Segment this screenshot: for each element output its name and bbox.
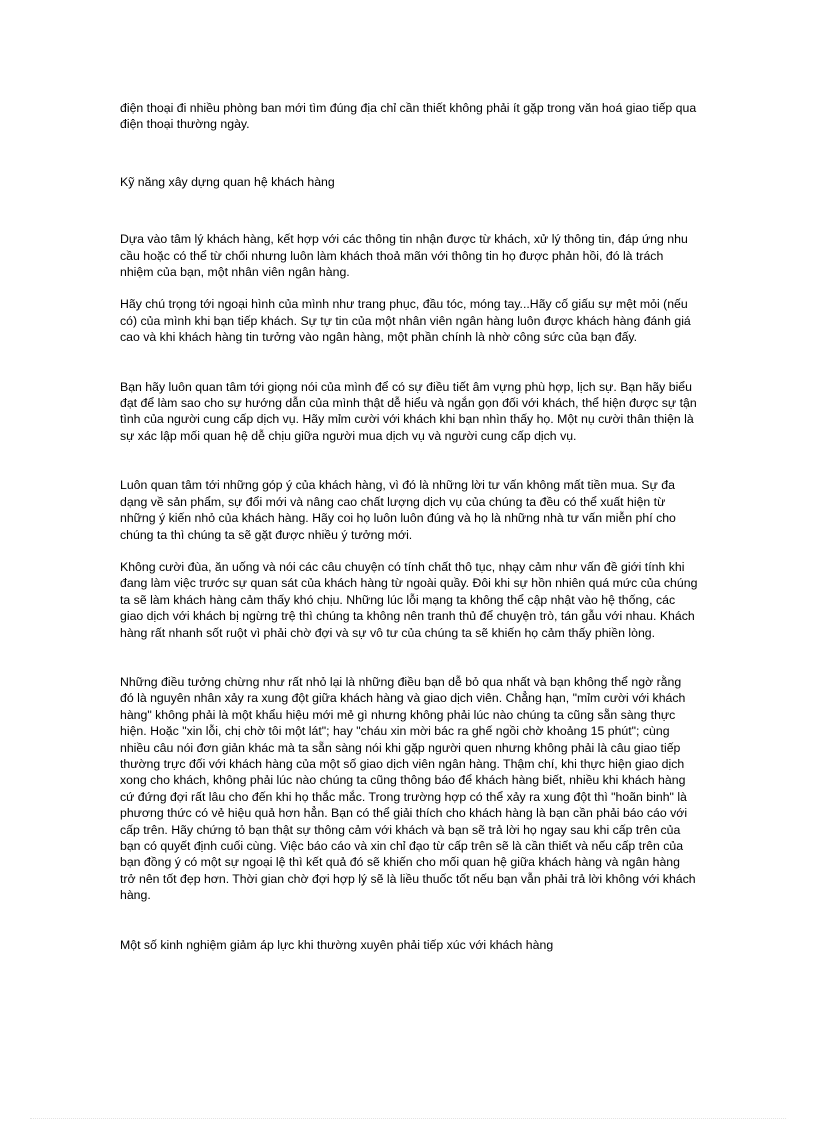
document-body — [120, 100, 698, 953]
paragraph-customer-psychology: Dựa vào tâm lý khách hàng, kết hợp với các thông tin nhận được từ khách, xử lý thông tin, đáp ứng nhu cầu hoặc có thể từ chối nhưng luôn làm khách thoả mãn với thông tin họ được phản hồi, đó là trách nhiệm của bạn, một nhân viên ngân hàng. — [120, 232, 688, 280]
paragraph-feedback: Luôn quan tâm tới những góp ý của khách hàng, vì đó là những lời tư vấn không mất tiền mua. Sự đa dạng về sản phẩm, sự đổi mới và nâng cao chất lượng dịch vụ của chúng ta đều có thể xuất hiện từ những ý kiến nhỏ của khách hàng. Hãy coi họ luôn luôn đúng và họ là những nhà tư vấn miễn phí cho chúng ta thì chúng ta sẽ gặt được nhiều ý tưởng mới. — [120, 478, 676, 542]
paragraph-appearance: Hãy chú trọng tới ngoại hình của mình như trang phục, đầu tóc, móng tay...Hãy cố giấu sự mệt mỏi (nếu có) của mình khi bạn tiếp khách. Sự tự tin của một nhân viên ngân hàng luôn được khách hàng đánh giá cao và khi khách hàng tin tưởng vào ngân hàng, một phần chính là nhờ công sức của bạn đấy. — [120, 297, 691, 345]
section-heading-customer-relations: Kỹ năng xây dựng quan hệ khách hàng — [120, 174, 335, 189]
intro-paragraph: điện thoại đi nhiều phòng ban mới tìm đúng địa chỉ cần thiết không phải ít gặp trong văn hoá giao tiếp qua điện thoại thường ngày. — [120, 101, 697, 132]
page-bottom-border — [30, 1118, 786, 1119]
paragraph-behavior: Không cười đùa, ăn uống và nói các câu chuyện có tính chất thô tục, nhạy cảm như vấn đề giới tính khi đang làm việc trước sự quan sát của khách hàng từ ngoài quầy. Đôi khi sự hồn nhiên quá mức của chúng ta sẽ làm khách hàng cảm thấy khó chịu. Những lúc lỗi mạng ta không thể cập nhật vào hệ thống, các giao dịch với khách bị ngừng trệ thì chúng ta không nên tranh thủ để chuyện trò, tán gẫu với nhau. Khách hàng rất nhanh sốt ruột vì phải chờ đợi và sự vô tư của chúng ta sẽ khiến họ cảm thấy phiền lòng. — [120, 559, 698, 640]
paragraph-voice: Bạn hãy luôn quan tâm tới giọng nói của mình để có sự điều tiết âm vựng phù hợp, lịch sự. Bạn hãy biểu đạt để làm sao cho sự hướng dẫn của mình thật dễ hiểu và ngắn gọn đối với khách, thể hiện được sự tận tình của người cung cấp dịch vụ. Hãy mỉm cười với khách khi bạn nhìn thấy họ. Một nụ cười thân thiện là sự xác lập mối quan hệ dễ chịu giữa người mua dịch vụ và người cung cấp dịch vụ. — [120, 379, 697, 443]
paragraph-small-things: Những điều tưởng chừng như rất nhỏ lại là những điều bạn dễ bỏ qua nhất và bạn không thể ngờ rằng đó là nguyên nhân xảy ra xung đột giữa khách hàng và giao dịch viên. Chẳng hạn, "mỉm cười với khách hàng" không phải là một khẩu hiệu mới mẻ gì nhưng không phải lúc nào chúng ta cũng sẵn sàng thực hiện. Hoặc "xin lỗi, chị chờ tôi một lát"; hay "cháu xin mời bác ra ghế ngồi chờ khoảng 15 phút"; cùng nhiều câu nói đơn giản khác mà ta sẵn sàng nói khi gặp người quen nhưng không phải là câu giao tiếp thường trực đối với khách hàng của một số giao dịch viên ngân hàng. Thậm chí, khi thực hiện giao dịch xong cho khách, không phải lúc nào chúng ta cũng thông báo để khách hàng biết, nhiều khi khách hàng cứ đứng đợi rất lâu cho đến khi họ thắc mắc. Trong trường hợp có thể xảy ra xung đột thì "hoãn binh" là phương thức có vẻ hiệu quả hơn hẳn. Bạn có thể giải thích cho khách hàng là bạn cần phải báo cáo với cấp trên. Hãy chứng tỏ bạn thật sự thông cảm với khách và bạn sẽ trả lời họ ngay sau khi cấp trên của bạn có quyết định cuối cùng. Việc báo cáo và xin chỉ đạo từ cấp trên sẽ là cần thiết và nếu cấp trên của bạn đồng ý có một sự ngoại lệ thì kết quả đó sẽ khiến cho mối quan hệ giữa khách hàng và ngân hàng trở nên tốt đẹp hơn. Thời gian chờ đợi hợp lý sẽ là liều thuốc tốt nếu bạn vẫn phải trả lời không với khách hàng. — [120, 674, 696, 903]
section-heading-stress-tips: Một số kinh nghiệm giảm áp lực khi thường xuyên phải tiếp xúc với khách hàng — [120, 937, 554, 952]
